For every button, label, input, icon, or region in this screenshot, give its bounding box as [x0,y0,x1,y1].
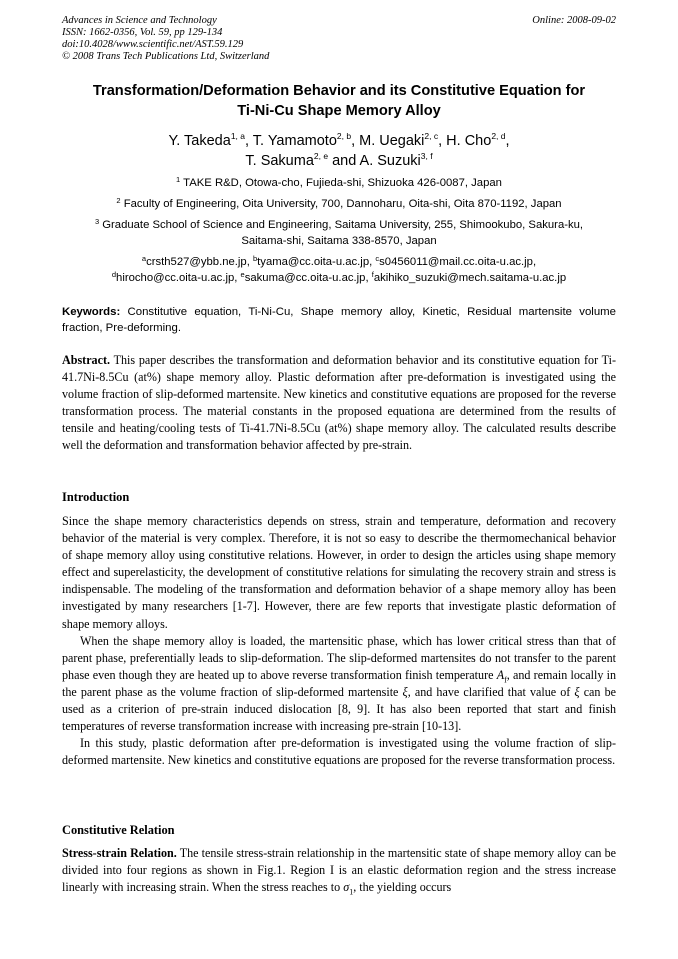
author-name: Y. Takeda [168,133,231,149]
email-address: akihiko_suzuki@mech.saitama-u.ac.jp [373,272,567,284]
affiliation-1 [62,175,616,191]
online-date: Online: 2008-09-02 [532,15,616,26]
email-sup: b [253,254,258,263]
math-symbol: σ [343,880,350,895]
author-list [62,131,616,171]
constitutive-heading: Constitutive Relation [62,823,175,837]
author-name: , M. Uegaki [351,133,425,149]
email-line-2 [62,270,616,286]
journal-header [62,15,616,63]
affiliation-3-line-2: Saitama-shi, Saitama 338-8570, Japan [241,235,437,247]
affiliation-number: 3 [94,217,100,226]
email-address: tyama@cc.oita-u.ac.jp, [257,256,376,268]
affiliation-text: Graduate School of Science and Engineering, Saitama University, 255, Shimookubo, Sakura-ku, [102,219,584,231]
issn-line: ISSN: 1662-0356, Vol. 59, pp 129-134 [62,27,223,38]
email-address: hirocho@cc.oita-u.ac.jp, [116,272,241,284]
stress-strain-label: Stress-strain Relation. [62,846,177,860]
keywords-text: Constitutive equation, Ti-Ni-Cu, Shape memory alloy, Kinetic, Residual martensite volume fraction, Pre-deforming. [62,306,616,334]
introduction-body [62,513,616,769]
email-sup: a [141,254,147,263]
math-subscript: 1 [349,887,354,897]
body-text: , the yielding occurs [353,880,452,895]
affiliation-text: TAKE R&D, Otowa-cho, Fujieda-shi, Shizuoka 426-0087, Japan [183,177,502,189]
author-sup: 2, d [491,131,506,141]
affiliation-3-line-1 [62,217,616,233]
intro-text: can be used as a criterion of pre-strain induced dislocation [8, 9]. It has also been reported that start and finish temperatures of reverse transformation increase with increasing pre-strain [10-13]. [62,684,616,734]
stress-strain-paragraph [62,845,616,896]
math-subscript: f [504,675,507,685]
email-sup: e [240,270,245,279]
author-name: T. Sakuma [245,153,314,169]
intro-text: , and remain locally in the parent phase as the volume fraction of slip-deformed martensite [62,667,616,699]
email-address: sakuma@cc.oita-u.ac.jp, [244,272,372,284]
abstract-label: Abstract. [62,353,111,367]
intro-paragraph-1: Since the shape memory characteristics depends on stress, strain and temperature, deformation and recovery behavior of the material is very complex. Therefore, it is not so easy to describe the thermomechanical behavior of shape memory alloy using constitutive relations. However, in order to design the articles using shape memory effect and superelasticity, the development of constitutive relations for simulating the recovery strain and stress is indispensable. The modeling of the transformation and deformation behavior of a shape memory alloy has been investigated by many researchers [1-7]. However, there are few reports that investigate plastic deformation of shape memory alloys. [62,514,616,631]
affiliation-number: 2 [116,196,121,205]
title-line-2: Ti-Ni-Cu Shape Memory Alloy [237,103,441,119]
author-sup: 2, c [424,131,439,141]
email-address: crsth527@ybb.ne.jp, [146,256,253,268]
email-line-1 [62,254,616,270]
journal-name: Advances in Science and Technology [62,15,217,26]
affiliation-3 [62,217,616,249]
intro-paragraph-2 [62,633,616,736]
author-line-1 [62,131,616,151]
email-list [62,254,616,286]
copyright-line: © 2008 Trans Tech Publications Ltd, Switzerland [62,51,270,62]
author-name: and A. Suzuki [328,153,421,169]
body-text: The tensile stress-strain relationship in the martensitic state of shape memory alloy can be divided into four regions as shown in Fig.1. Region I is an elastic deformation region and the stress increase linearly with increasing strain. When the stress reaches to [62,846,616,895]
intro-text: , and have clarified that value of [407,684,575,699]
author-name: , H. Cho [438,133,492,149]
affiliation-text: Faculty of Engineering, Oita University, 700, Dannoharu, Oita-shi, Oita 870-1192, Japan [123,198,562,210]
keywords-label: Keywords: [62,306,121,318]
constitutive-body [62,845,616,896]
author-sup: 2, b [336,131,352,141]
author-line-2 [62,151,616,171]
affiliation-2 [62,196,616,212]
affiliation-number: 1 [176,175,181,184]
intro-paragraph-3: In this study, plastic deformation after pre-deformation is investigated using the volume fraction of slip-deformed martensite. New kinetics and constitutive equations are proposed for the reverse transformation process. [62,736,616,768]
math-symbol: ξ [402,684,408,699]
author-sup: 3, f [420,151,433,161]
email-sup: d [111,270,117,279]
math-symbol: ξ [574,684,580,699]
email-sup: f [371,270,374,279]
title-line-1: Transformation/Deformation Behavior and its Constitutive Equation for [92,83,586,99]
email-address: s0456011@mail.cc.oita-u.ac.jp, [379,256,537,268]
author-name: , T. Yamamoto [245,133,337,149]
author-sup: 2, e [313,151,329,161]
intro-text: When the shape memory alloy is loaded, the martensitic phase, which has lower critical stress than that of parent phase, preferentially leads to slip-deformation. The slip-deformed martensites do not transfer to the parent phase even though they are heated up to above reverse transformation finish temperature [62,633,616,682]
paper-title [62,81,616,121]
email-sup: c [375,254,380,263]
author-sup: 1, a [230,131,245,141]
author-punct: , [505,133,510,149]
introduction-heading: Introduction [62,490,130,504]
abstract [62,352,616,455]
abstract-text: This paper describes the transformation and deformation behavior and its constitutive equation for Ti-41.7Ni-8.5Cu (at%) shape memory alloy. Plastic deformation after pre-deformation is investigated using the volume fraction of slip-deformed martensite. New kinetics and constitutive equations are proposed for the reverse transformation process. The material constants in the proposed equationa are determined from the results of tensile and heating/cooling tests of Ti-41.7Ni-8.5Cu (at%) shape memory alloy. The calculated results describe well the deformation and transformation behavior affected by pre-strain. [62,353,616,453]
keywords [62,304,616,336]
math-symbol: A [496,667,505,682]
doi-line: doi:10.4028/www.scientific.net/AST.59.129 [62,39,244,50]
